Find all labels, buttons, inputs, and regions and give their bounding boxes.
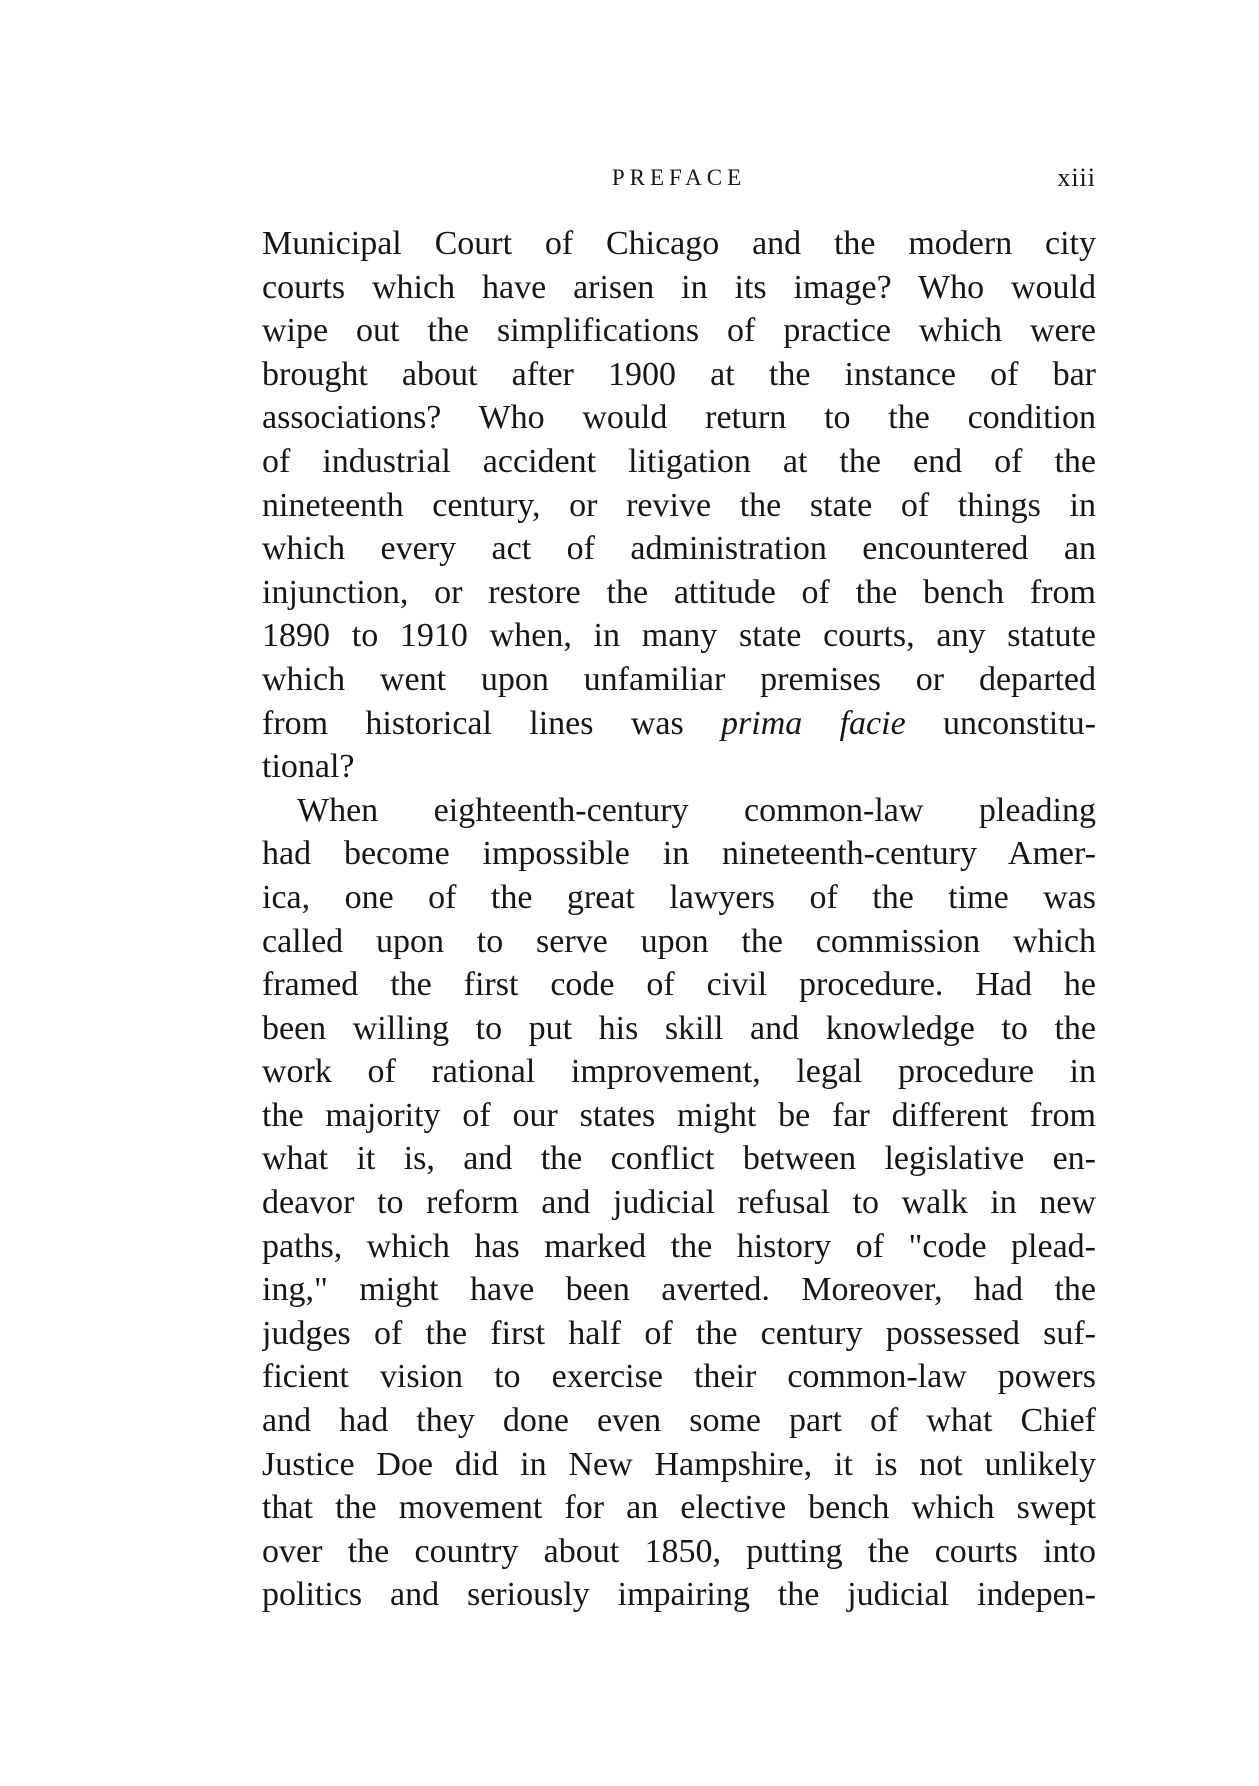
text-line: and had they done even some part of what Chief	[262, 1402, 1096, 1440]
text-line: of industrial accident litigation at the end of the	[262, 442, 1096, 480]
text-line: what it is, and the conflict between legislative en-	[262, 1140, 1096, 1178]
text-line: which went upon unfamiliar premises or departed	[262, 660, 1096, 698]
text-line: had become impossible in nineteenth-century Amer-	[262, 835, 1096, 873]
text-line: Justice Doe did in New Hampshire, it is not unlikely	[262, 1445, 1096, 1483]
text-line: Municipal Court of Chicago and the modern city	[262, 225, 1096, 262]
text-line: politics and seriously impairing the judicial indepen-	[262, 1576, 1096, 1614]
text-line: courts which have arisen in its image? Who would	[262, 268, 1096, 306]
text-line: When eighteenth-century common-law pleading	[297, 791, 1096, 829]
text-line: over the country about 1850, putting the courts into	[262, 1532, 1096, 1570]
text-line: called upon to serve upon the commission which	[262, 922, 1096, 960]
text-line: wipe out the simplifications of practice which were	[262, 312, 1096, 350]
text-line: tional?	[262, 748, 355, 786]
text-line: that the movement for an elective bench which swept	[262, 1489, 1096, 1527]
text-line: work of rational improvement, legal procedure in	[262, 1053, 1096, 1091]
text-line: brought about after 1900 at the instance of bar	[262, 355, 1096, 393]
italic-phrase: prima facie	[721, 704, 906, 742]
page-number: xiii	[1057, 163, 1096, 192]
text-line: ica, one of the great lawyers of the time was	[262, 878, 1096, 916]
text-line: been willing to put his skill and knowledge to the	[262, 1009, 1096, 1047]
text-line: injunction, or restore the attitude of the bench from	[262, 573, 1096, 611]
text-line	[262, 702, 1096, 746]
text-line: which every act of administration encountered an	[262, 530, 1096, 568]
text-line: nineteenth century, or revive the state of things in	[262, 486, 1096, 524]
text-line: deavor to reform and judicial refusal to walk in new	[262, 1184, 1096, 1222]
text-line: ing," might have been averted. Moreover, had the	[262, 1271, 1096, 1309]
running-title: PREFACE	[611, 165, 747, 190]
text-line: paths, which has marked the history of "code plead-	[262, 1227, 1096, 1265]
text-line: judges of the first half of the century possessed suf-	[262, 1314, 1096, 1352]
text-span: unconstitu-	[905, 704, 1096, 742]
text-span: from historical lines was	[262, 704, 722, 742]
text-line: ficient vision to exercise their common-law powers	[262, 1358, 1096, 1396]
text-line: the majority of our states might be far different from	[262, 1096, 1096, 1134]
running-head	[262, 160, 1096, 196]
text-line: 1890 to 1910 when, in many state courts, any statute	[262, 617, 1096, 655]
text-line: framed the first code of civil procedure. Had he	[262, 966, 1096, 1004]
body-text	[262, 222, 1096, 1617]
text-line: associations? Who would return to the condition	[262, 399, 1096, 437]
